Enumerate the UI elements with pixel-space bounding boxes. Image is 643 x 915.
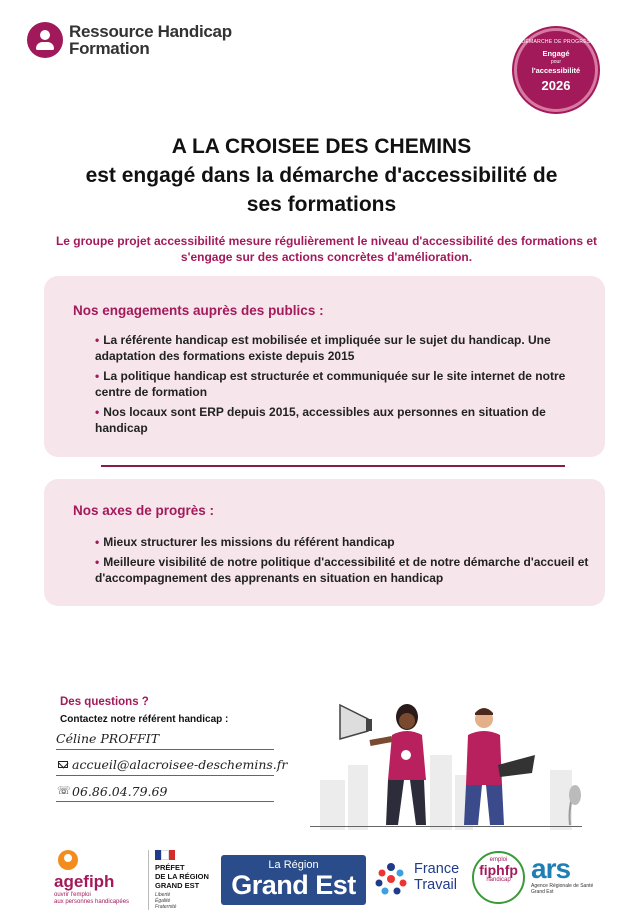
list-item bbox=[95, 404, 591, 436]
progres-title: Nos axes de progrès : bbox=[73, 503, 215, 518]
engagements-title: Nos engagements auprès des publics : bbox=[73, 303, 324, 318]
progres-list bbox=[95, 534, 591, 590]
fiphfp-handicap: handicap bbox=[486, 877, 511, 883]
france-travail-line-1: France bbox=[414, 861, 460, 877]
agefiph-name: agefiph bbox=[54, 872, 115, 891]
agefiph-logo bbox=[54, 850, 139, 906]
list-item bbox=[95, 554, 591, 586]
badge-line-3: l'accessibilité bbox=[531, 66, 581, 75]
partner-logos bbox=[0, 845, 643, 915]
france-travail-name bbox=[414, 861, 459, 893]
logo-text bbox=[69, 23, 232, 57]
bullet-icon: • bbox=[95, 405, 100, 419]
person-icon bbox=[27, 22, 63, 58]
prefet-motto bbox=[155, 892, 218, 910]
list-item bbox=[95, 368, 591, 400]
agefiph-mark-icon bbox=[58, 850, 78, 870]
list-item bbox=[95, 534, 591, 550]
prefet-line-1: PRÉFET bbox=[155, 863, 185, 872]
ars-name: ars bbox=[531, 853, 571, 884]
woman-icon bbox=[370, 704, 426, 825]
bullet-icon: • bbox=[95, 555, 100, 569]
logo-line-1: Ressource Handicap bbox=[69, 22, 232, 41]
france-travail-line-2: Travail bbox=[414, 877, 457, 893]
contact-phone[interactable]: 06.86.04.79.69 bbox=[72, 784, 168, 799]
megaphone-illustration bbox=[300, 695, 590, 830]
progres-box bbox=[44, 479, 605, 606]
ars-tagline-1: Agence Régionale de Santé bbox=[531, 883, 594, 889]
region-top-text: La Région bbox=[268, 859, 319, 871]
list-item-text: Mieux structurer les missions du référent handicap bbox=[103, 535, 395, 549]
list-item bbox=[95, 332, 591, 364]
badge-year: 2026 bbox=[541, 78, 571, 93]
prefet-line-3: GRAND EST bbox=[155, 881, 200, 890]
bullet-icon: • bbox=[95, 369, 100, 383]
accessibility-badge bbox=[514, 28, 598, 112]
bullet-icon: • bbox=[95, 535, 100, 549]
region-main-text: Grand Est bbox=[231, 870, 356, 900]
list-item-text: Meilleure visibilité de notre politique d'accessibilité et de notre démarche d'accueil et d'accompagnement des apprenants en situation en handicap bbox=[95, 555, 589, 585]
badge-line-1: Engagé bbox=[542, 49, 570, 58]
list-item-text: Nos locaux sont ERP depuis 2015, accessibles aux personnes en situation de handicap bbox=[95, 405, 546, 435]
agefiph-tagline-1: ouvrir l'emploi bbox=[54, 892, 91, 898]
section-divider bbox=[101, 465, 565, 467]
fiphfp-name: fiphfp bbox=[479, 862, 518, 878]
contact-label: Contactez notre référent handicap : bbox=[60, 714, 229, 725]
agefiph-tagline-2: aux personnes handicapées bbox=[54, 899, 130, 905]
questions-heading: Des questions ? bbox=[60, 696, 149, 708]
page-subtitle-line-2: ses formations bbox=[246, 193, 397, 216]
france-travail-dots-icon bbox=[373, 861, 409, 897]
contact-line bbox=[56, 801, 274, 802]
ressource-handicap-logo bbox=[27, 22, 232, 58]
page-subtitle-line-1: est engagé dans la démarche d'accessibilité de bbox=[85, 164, 558, 187]
prefet-logo bbox=[148, 850, 218, 910]
ars-logo bbox=[531, 855, 601, 895]
badge-line-2: pour bbox=[550, 59, 561, 65]
french-flag-icon bbox=[155, 850, 175, 860]
region-grand-est-logo bbox=[221, 855, 366, 905]
ground-line bbox=[310, 826, 582, 827]
buildings-icon bbox=[320, 755, 572, 830]
contact-line bbox=[56, 775, 274, 776]
engagements-list bbox=[95, 332, 591, 440]
prefet-name bbox=[155, 863, 218, 890]
list-item-text: La référente handicap est mobilisée et impliquée sur le sujet du handicap. Une adaptation des formations existe depuis 2015 bbox=[95, 333, 551, 363]
prefet-motto-1: Liberté bbox=[155, 892, 171, 898]
page-title: A LA CROISEE DES CHEMINS bbox=[171, 135, 472, 158]
engagements-box bbox=[44, 276, 605, 457]
prefet-motto-3: Fraternité bbox=[155, 904, 177, 910]
fiphfp-logo bbox=[472, 851, 525, 904]
list-item-text: La politique handicap est structurée et communiquée sur le site internet de notre centre de formation bbox=[95, 369, 566, 399]
logo-line-2: Formation bbox=[69, 39, 150, 58]
badge-top-text: DÉMARCHE DE PROGRÈS bbox=[521, 39, 591, 45]
bullet-icon: • bbox=[95, 333, 100, 347]
mail-icon bbox=[58, 761, 68, 768]
contact-line bbox=[56, 749, 274, 750]
contact-email[interactable]: accueil@alacroisee-deschemins.fr bbox=[72, 757, 288, 772]
france-travail-logo bbox=[373, 857, 468, 902]
phone-icon: ☏ bbox=[57, 785, 71, 797]
fiphfp-emploi: emploi bbox=[489, 857, 508, 863]
man-icon bbox=[464, 708, 535, 825]
megaphone-icon bbox=[340, 705, 372, 739]
contact-name: Céline PROFFIT bbox=[56, 731, 160, 746]
intro-text: Le groupe projet accessibilité mesure régulièrement le niveau d'accessibilité des formations et s'engage sur des actions concrètes d'amélioration. bbox=[55, 234, 598, 264]
ars-tagline-2: Grand Est bbox=[531, 889, 554, 895]
prefet-motto-2: Égalité bbox=[155, 898, 171, 904]
prefet-line-2: DE LA RÉGION bbox=[155, 872, 209, 881]
